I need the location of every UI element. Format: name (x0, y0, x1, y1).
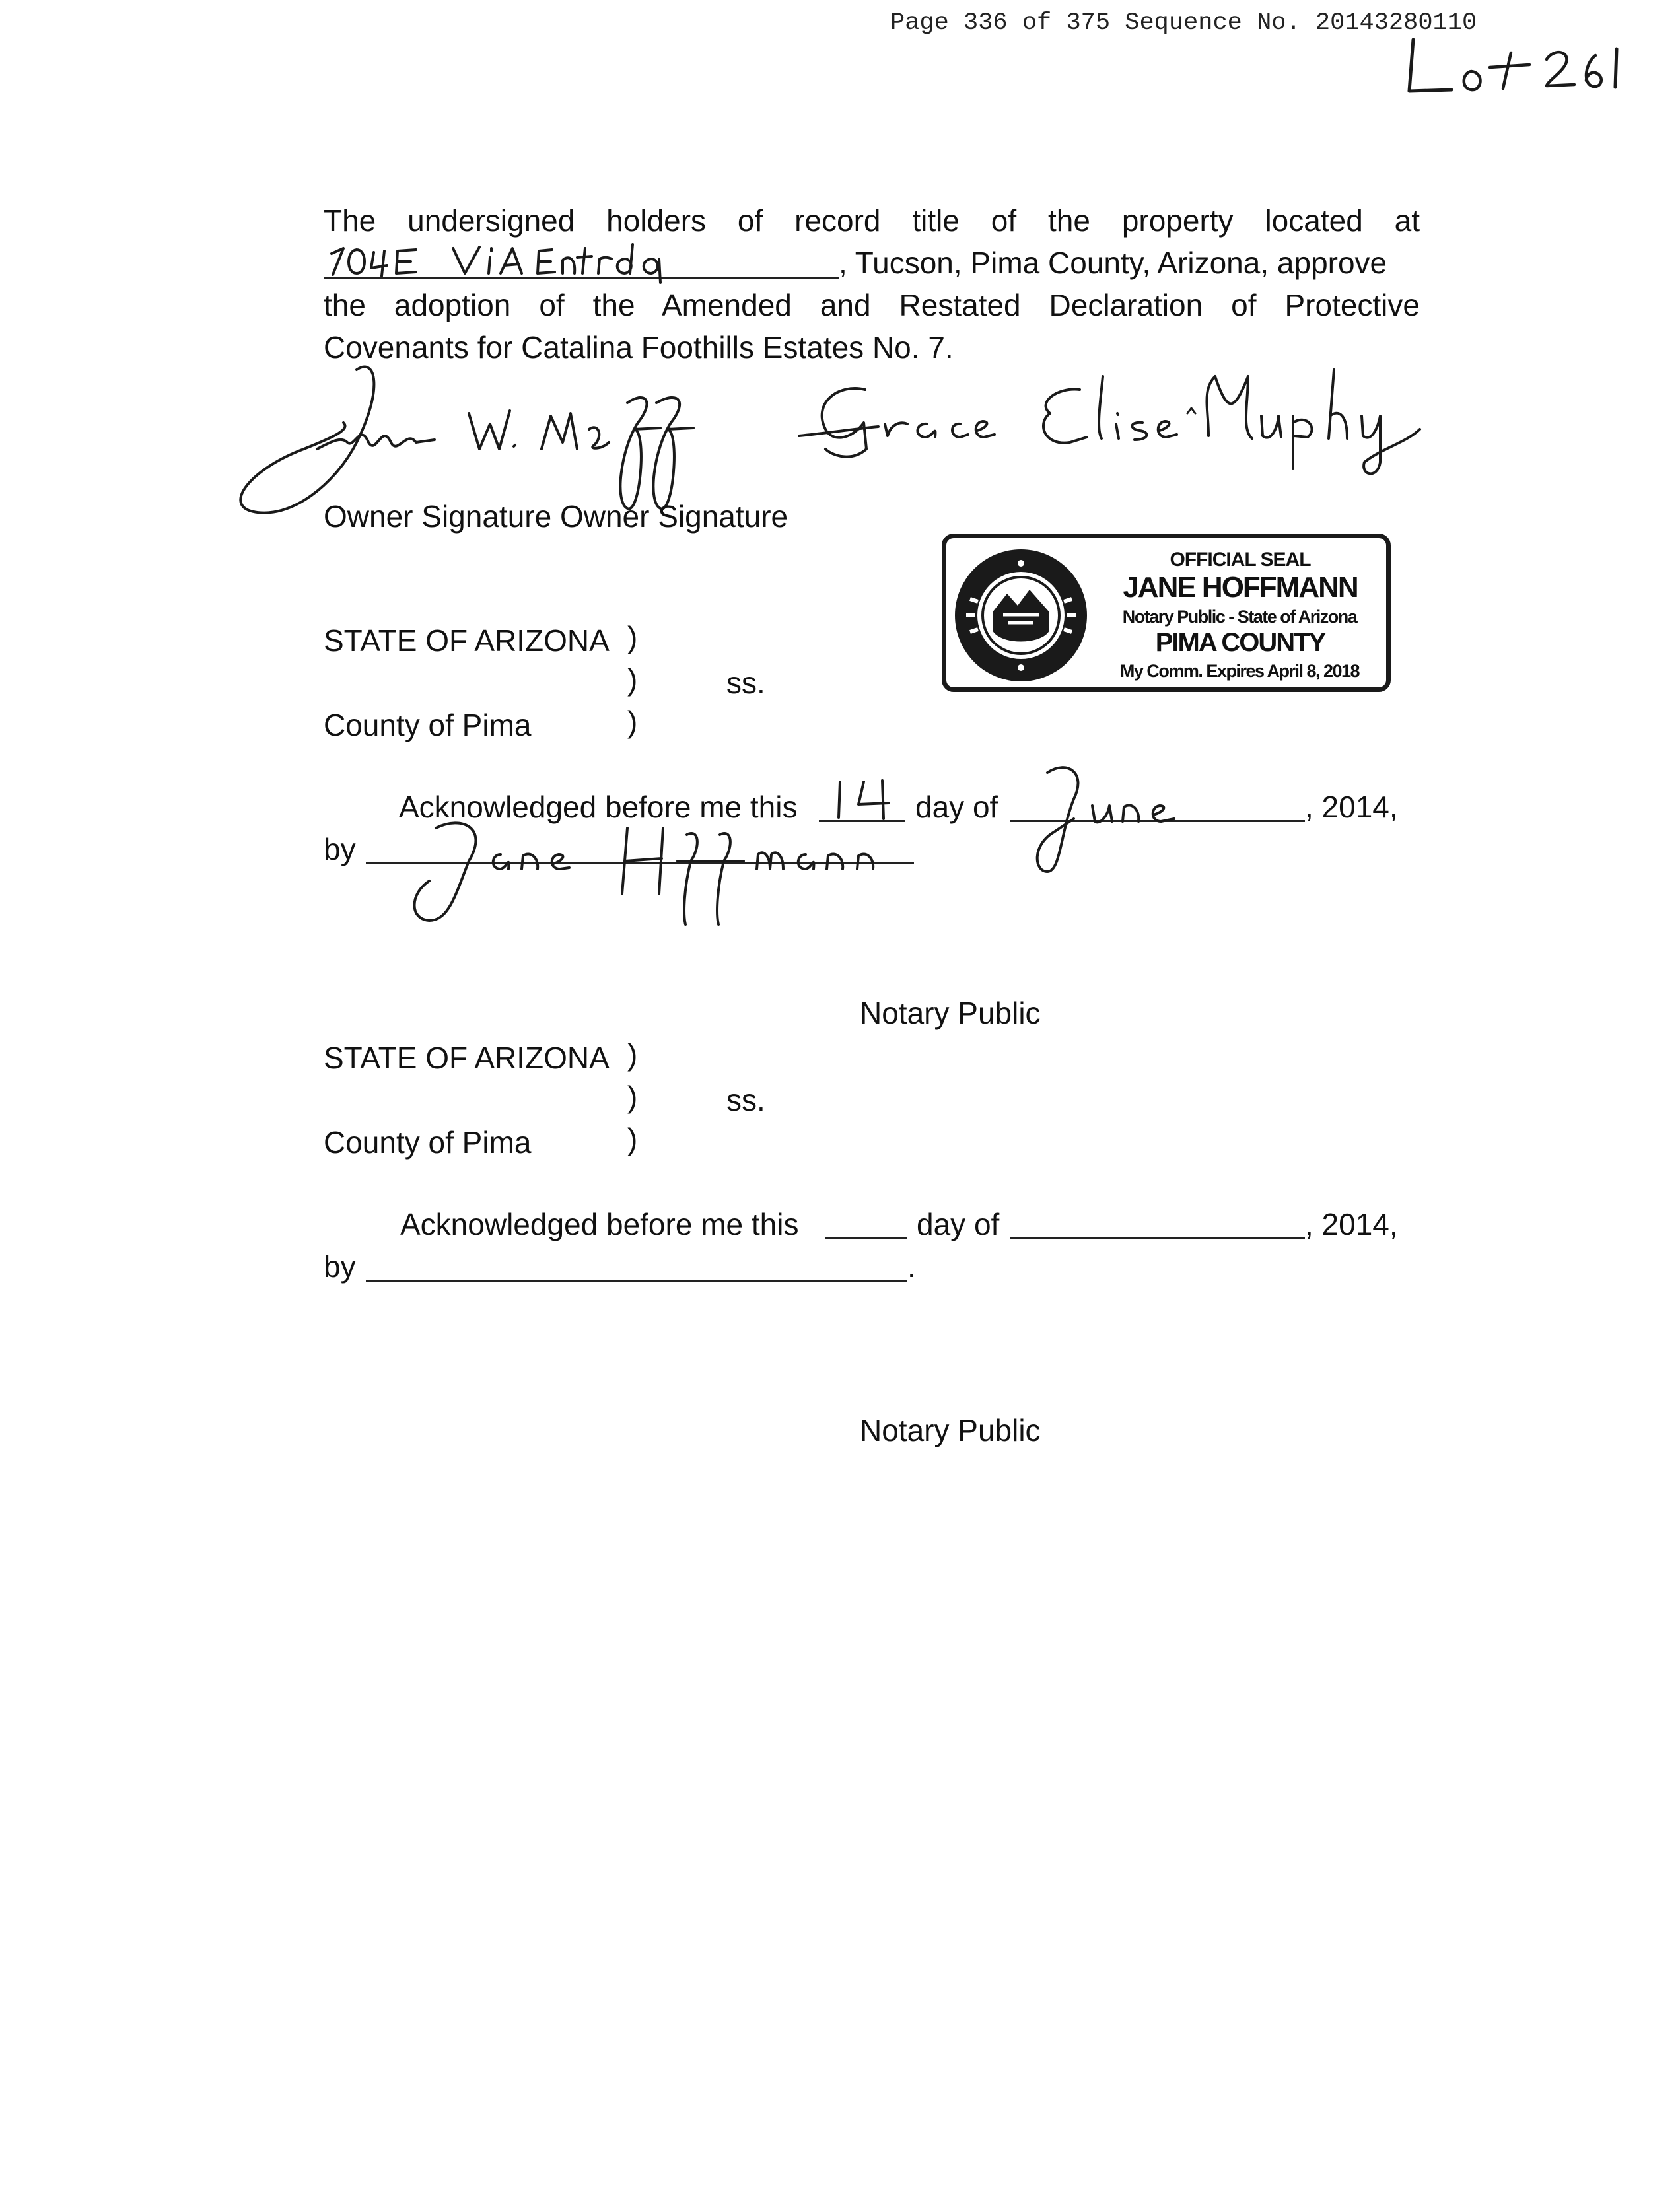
ack2-paren-1: ) (627, 1037, 638, 1072)
ack2-day-of: day of (917, 1207, 1000, 1241)
ack2-acknowledged-text: Acknowledged before me this (400, 1207, 799, 1241)
ack1-month-handwriting (1034, 759, 1252, 885)
official-seal-stamp (942, 534, 1391, 692)
seal-notary-role: Notary Public - State of Arizona (1122, 607, 1357, 627)
ack2-by: by (324, 1249, 356, 1284)
ack1-by: by (324, 832, 356, 866)
lot-annotation-handwriting (1400, 33, 1625, 106)
declaration-line-1: The undersigned holders of record title of the property located at (324, 203, 1420, 238)
ack1-paren-3: ) (627, 705, 638, 739)
owner-signature-2 (786, 350, 1506, 482)
ack2-county: County of Pima (324, 1125, 532, 1160)
owner-signature-labels: Owner Signature Owner Signature (324, 499, 788, 534)
ack1-state: STATE OF ARIZONA (324, 623, 610, 658)
ack2-paren-3: ) (627, 1122, 638, 1156)
ack2-year: , 2014, (1305, 1207, 1398, 1241)
ack1-day-of: day of (915, 790, 998, 824)
ack1-paren-1: ) (627, 620, 638, 654)
ack1-year: , 2014, (1305, 790, 1398, 824)
arizona-state-seal (952, 546, 1090, 685)
ack1-acknowledged-text: Acknowledged before me this (399, 790, 798, 824)
ack2-paren-2: ) (627, 1080, 638, 1114)
ack2-by-blank (366, 1280, 907, 1282)
ack1-county: County of Pima (324, 708, 532, 742)
ack2-month-blank (1010, 1237, 1305, 1239)
declaration-line-2-rest: , Tucson, Pima County, Arizona, approve (839, 246, 1387, 280)
seal-notary-name: JANE HOFFMANN (1123, 571, 1358, 604)
ack2-notary-public: Notary Public (860, 1413, 1041, 1447)
ack2-ss: ss. (726, 1083, 765, 1117)
ack1-paren-2: ) (627, 662, 638, 697)
ack2-state: STATE OF ARIZONA (324, 1041, 610, 1075)
ack1-ss: ss. (726, 666, 765, 700)
ack2-end-period: . (907, 1249, 916, 1284)
ack2-day-blank (825, 1237, 907, 1239)
declaration-line-3: the adoption of the Amended and Restated Declaration of Protective (324, 288, 1420, 322)
declaration-line-4: Covenants for Catalina Foothills Estates No. 7. (324, 330, 954, 365)
ack1-notary-public: Notary Public (860, 996, 1041, 1030)
seal-county: PIMA COUNTY (1155, 628, 1325, 657)
seal-title: OFFICIAL SEAL (1170, 549, 1311, 571)
seal-expiration: My Comm. Expires April 8, 2018 (1119, 661, 1360, 681)
page-sequence-header: Page 336 of 375 Sequence No. 20143280110 (890, 9, 1477, 37)
ack1-by-handwriting (390, 808, 958, 934)
